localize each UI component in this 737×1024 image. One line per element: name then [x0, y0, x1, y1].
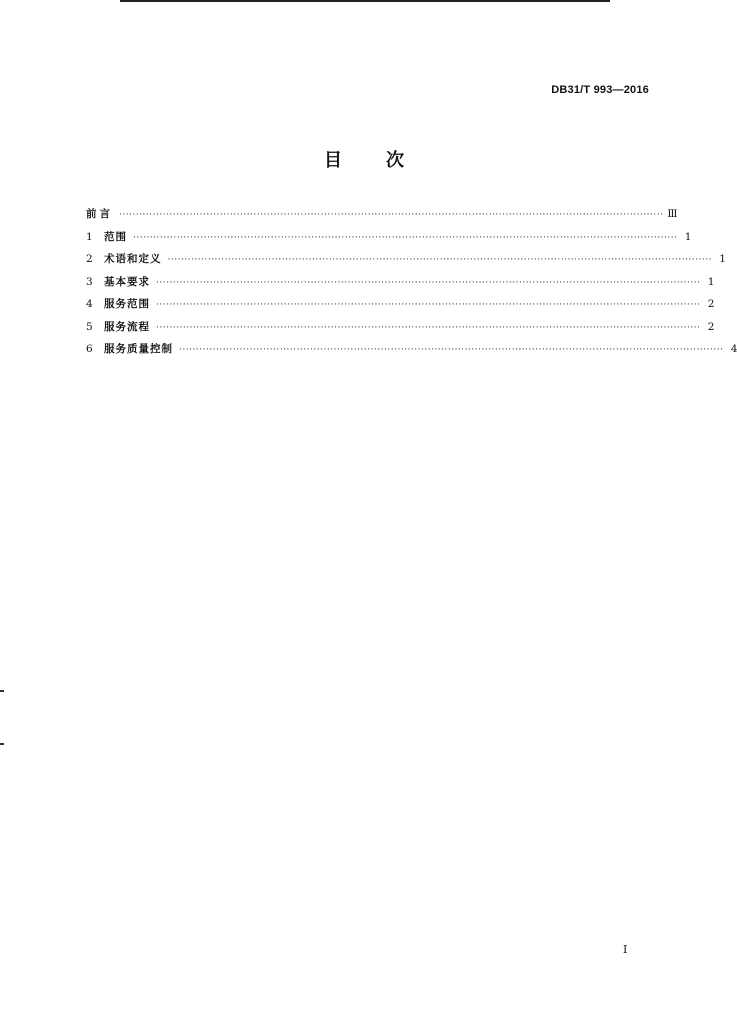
toc-number: 4 — [86, 298, 93, 310]
toc-row-4[interactable] — [86, 296, 715, 319]
toc-label: 范围 — [104, 230, 127, 243]
toc-page-number: 4 — [730, 343, 737, 355]
toc-leader-dots: ·································································································································································· — [179, 345, 724, 355]
toc-label: 服务范围 — [104, 298, 150, 310]
title-char-2: 次 — [386, 150, 404, 171]
toc-number: 3 — [86, 275, 93, 288]
page-number: I — [623, 943, 628, 956]
toc-leader-dots: ·································································································································································· — [156, 300, 701, 310]
toc-label: 前言 — [86, 208, 113, 220]
toc-page-number: 1 — [684, 230, 692, 243]
toc-label: 术语和定义 — [104, 253, 162, 265]
title-char-1: 目 — [324, 150, 342, 171]
toc-number: 1 — [86, 230, 93, 243]
scan-margin-mark — [0, 690, 4, 692]
toc-leader-dots: ·································································································································································· — [119, 210, 664, 220]
toc-row-foreword[interactable] — [86, 206, 678, 229]
toc-row-2[interactable] — [86, 251, 726, 274]
toc-leader-dots: ·································································································································································· — [156, 277, 701, 288]
toc-leader-dots: ·································································································································································· — [133, 232, 678, 243]
toc-label: 服务质量控制 — [104, 343, 173, 355]
toc-page-number: 1 — [707, 275, 715, 288]
toc-row-1[interactable] — [86, 229, 692, 252]
toc-number: 6 — [86, 343, 93, 355]
toc-page-number: 2 — [707, 320, 715, 333]
toc-row-6[interactable] — [86, 341, 737, 364]
page-title — [0, 146, 728, 172]
toc-row-5[interactable] — [86, 319, 715, 342]
scan-margin-mark — [0, 743, 4, 745]
toc-page-number: 2 — [707, 298, 715, 310]
toc-page-number: 1 — [719, 253, 726, 265]
table-of-contents — [86, 206, 737, 364]
toc-leader-dots: ·································································································································································· — [167, 255, 712, 265]
toc-page-number: Ⅲ — [667, 208, 678, 220]
toc-row-3[interactable] — [86, 274, 715, 297]
toc-leader-dots: ·································································································································································· — [156, 322, 701, 333]
toc-label: 服务流程 — [104, 320, 150, 333]
standard-code: DB31/T 993—2016 — [551, 84, 649, 96]
toc-number: 5 — [86, 320, 93, 333]
top-border-line — [120, 0, 610, 2]
toc-label: 基本要求 — [104, 275, 150, 288]
toc-number: 2 — [86, 253, 93, 265]
